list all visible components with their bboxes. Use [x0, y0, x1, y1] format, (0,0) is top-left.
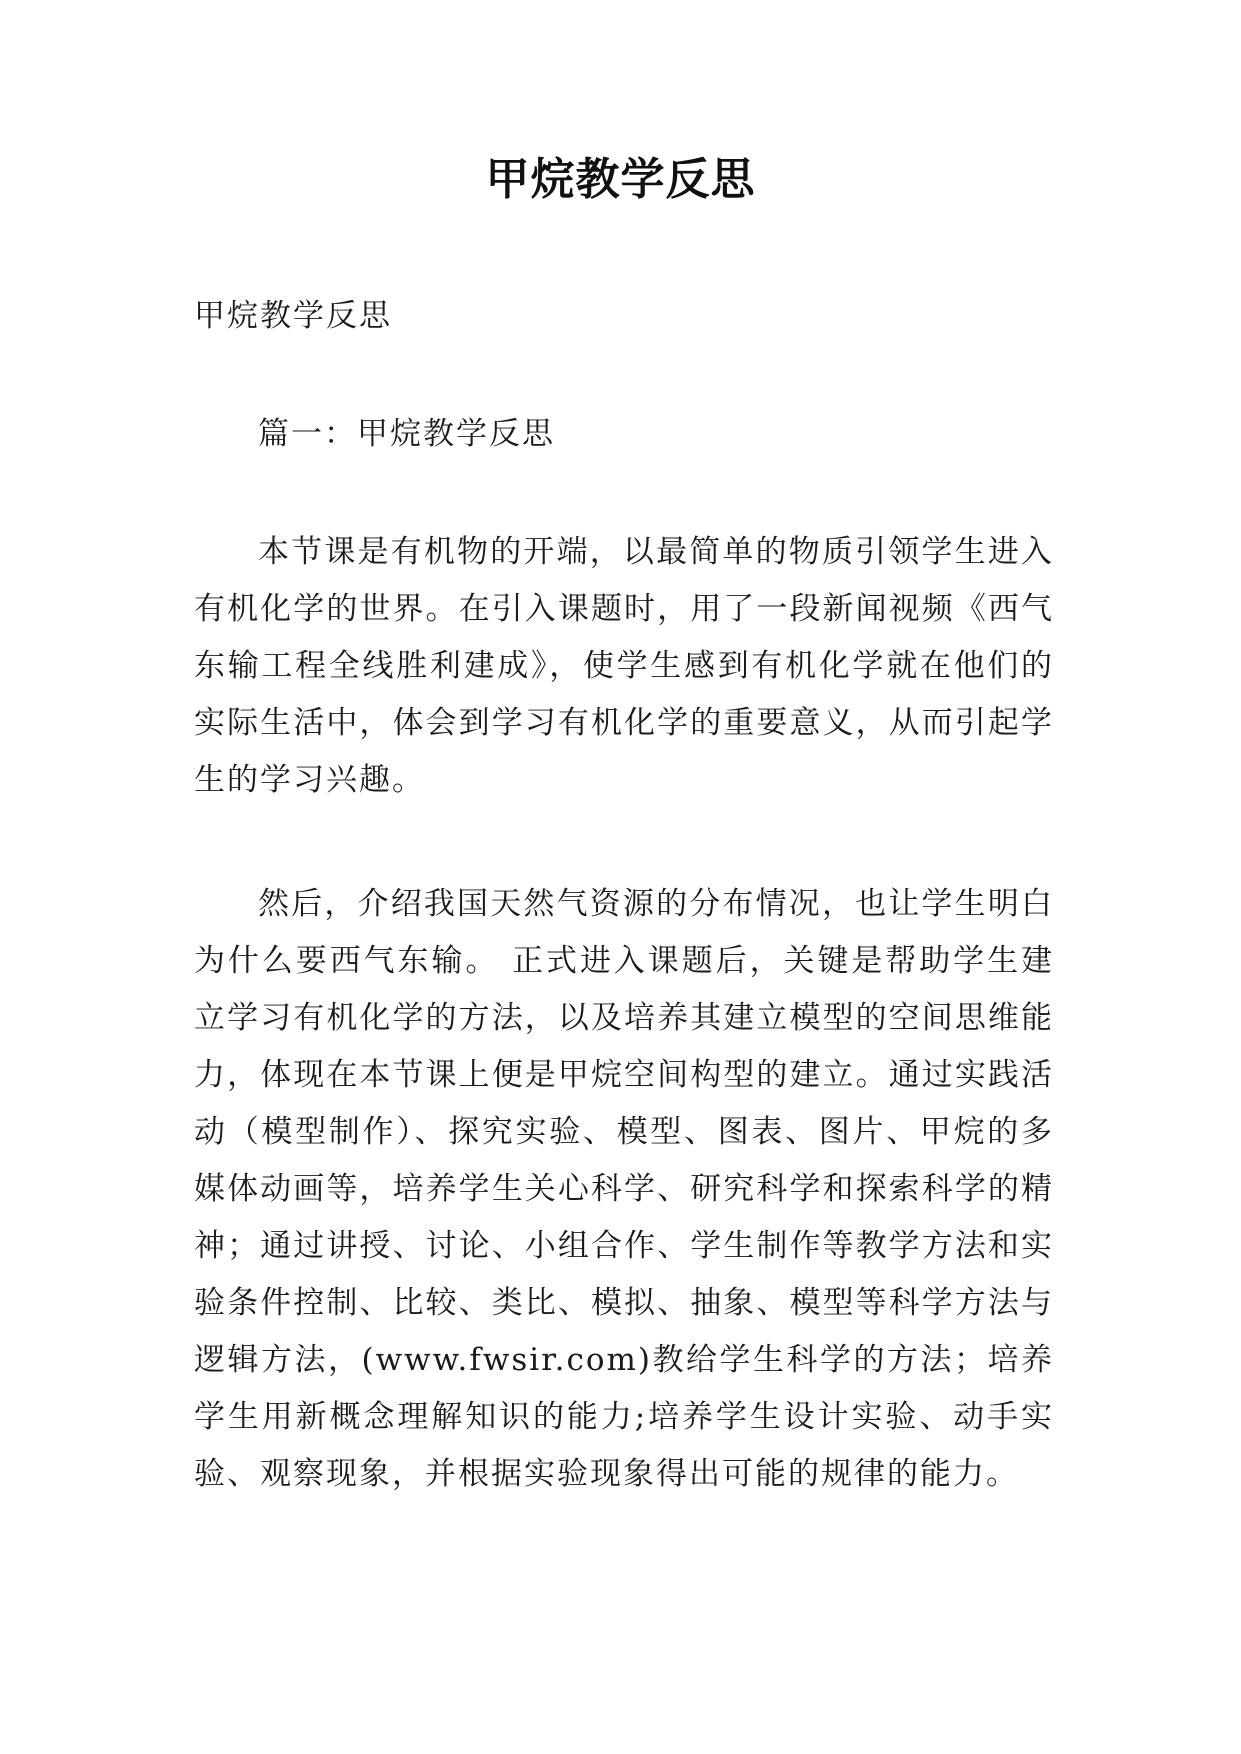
page-title: 甲烷教学反思 [485, 154, 756, 205]
paragraph-introduction: 本节课是有机物的开端，以最简单的物质引领学生进入有机化学的世界。在引入课题时，用了一段新闻视频《西气东输工程全线胜利建成》，使学生感到有机化学就在他们的实际生活中，体会到学习有机化学的重要意义，从而引起学生的学习兴趣。 [194, 534, 1054, 798]
paragraph-methods: 然后，介绍我国天然气资源的分布情况，也让学生明白为什么要西气东输。 正式进入课题后，关键是帮助学生建立学习有机化学的方法，以及培养其建立模型的空间思维能力，体现在本节课上便是甲烷空间构型的建立。通过实践活动（模型制作）、探究实验、模型、图表、图片、甲烷的多媒体动画等，培养学生关心科学、研究科学和探索科学的精神；通过讲授、讨论、小组合作、学生制作等教学方法和实验条件控制、比较、类比、模拟、抽象、模型等科学方法与逻辑方法，(www.fwsir.com)教给学生科学的方法；培养学生用新概念理解知识的能力;培养学生设计实验、动手实验、观察现象，并根据实验现象得出可能的规律的能力。 [194, 886, 1054, 1492]
section-heading: 篇一：甲烷教学反思 [258, 416, 555, 452]
document-subtitle: 甲烷教学反思 [194, 298, 392, 334]
